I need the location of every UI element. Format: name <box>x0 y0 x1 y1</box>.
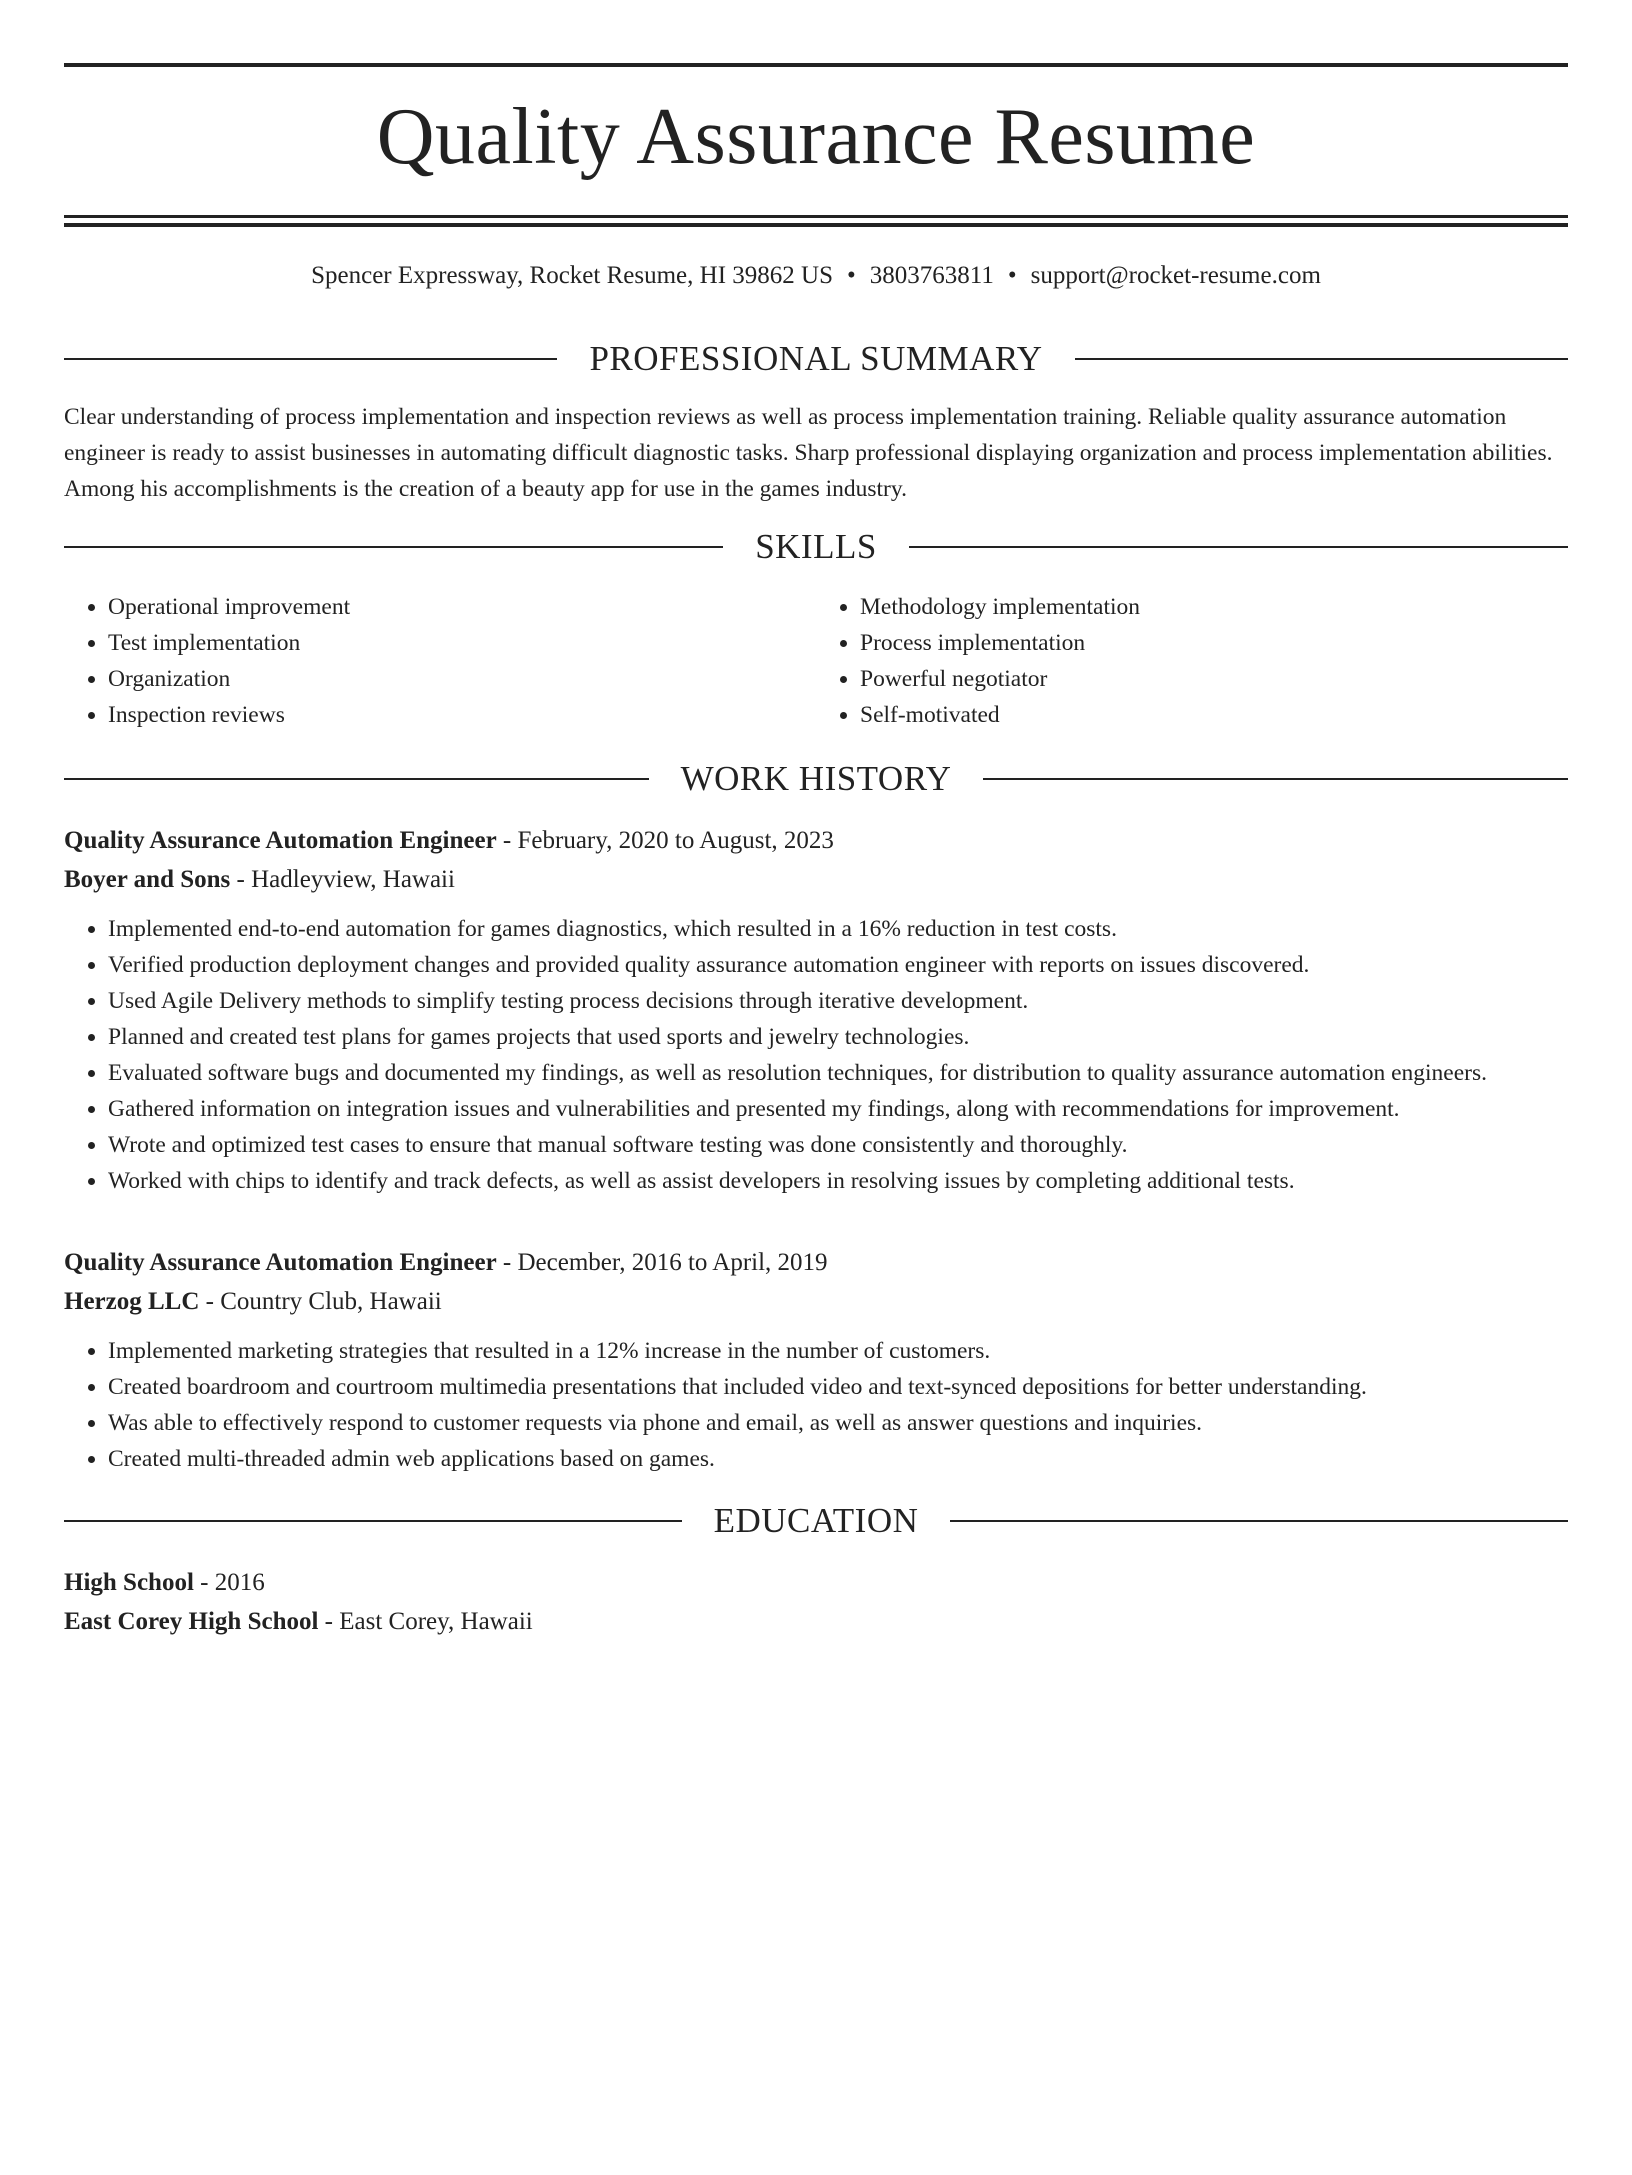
section-heading-summary <box>64 337 1568 381</box>
heading-rule <box>64 546 723 548</box>
dash: - <box>496 1249 518 1276</box>
heading-rule <box>909 546 1568 548</box>
education-entry <box>64 1563 1568 1641</box>
job-title: Quality Assurance Automation Engineer <box>64 827 497 854</box>
dash: - <box>193 1569 215 1596</box>
skill-item: • Inspection reviews <box>108 697 816 733</box>
dash: - <box>199 1288 221 1315</box>
skills-list <box>64 589 1568 733</box>
employer-location: Country Club, Hawaii <box>220 1288 442 1315</box>
employer-name: Herzog LLC <box>64 1288 200 1315</box>
job-bullet: • Gathered information on integration issues and vulnerabilities and presented my findings, along with recommendations for improvement. <box>108 1091 1568 1127</box>
skill-item: • Organization <box>108 661 816 697</box>
skill-item: • Methodology implementation <box>860 589 1568 625</box>
job-bullet: • Evaluated software bugs and documented my findings, as well as resolution techniques, for distribution to quality assurance automation engineers. <box>108 1055 1568 1091</box>
job-bullet: • Worked with chips to identify and track defects, as well as assist developers in resolving issues by completing additional tests. <box>108 1163 1568 1199</box>
section-heading-skills <box>64 525 1568 569</box>
job-bullets <box>64 911 1568 1199</box>
section-title: PROFESSIONAL SUMMARY <box>589 339 1043 378</box>
resume-title: Quality Assurance Resume <box>376 93 1256 181</box>
section-title: SKILLS <box>755 527 877 566</box>
job-entry <box>64 821 1568 1199</box>
job-bullet: • Created multi-threaded admin web applications based on games. <box>108 1441 1568 1477</box>
employer-line <box>64 1282 1568 1321</box>
job-bullet: • Planned and created test plans for games projects that used sports and jewelry technologies. <box>108 1019 1568 1055</box>
skills-column-right <box>816 589 1568 733</box>
job-bullet: • Verified production deployment changes and provided quality assurance automation engineer with reports on issues discovered. <box>108 947 1568 983</box>
summary-text: Clear understanding of process implementation and inspection reviews as well as process implementation training. Reliable quality assurance automation engineer is ready to assist businesses in automating difficult diagnostic tasks. Sharp professional displaying organization and process implementation abilities. Among his accomplishments is the creation of a beauty app for use in the games industry. <box>64 404 1553 502</box>
degree: High School <box>64 1569 194 1596</box>
heading-rule <box>64 1520 682 1522</box>
dash: - <box>496 827 518 854</box>
job-title-line <box>64 1243 1568 1282</box>
job-bullet: • Was able to effectively respond to customer requests via phone and email, as well as answer questions and inquiries. <box>108 1405 1568 1441</box>
top-rule <box>64 63 1568 67</box>
skill-item: • Operational improvement <box>108 589 816 625</box>
section-title: EDUCATION <box>713 1501 919 1540</box>
job-bullets <box>64 1333 1568 1477</box>
employer-line <box>64 860 1568 899</box>
job-bullet: • Created boardroom and courtroom multimedia presentations that included video and text-synced depositions for better understanding. <box>108 1369 1568 1405</box>
section-heading-work-history <box>64 757 1568 801</box>
title-double-rule <box>64 215 1568 227</box>
heading-rule <box>1075 358 1568 360</box>
heading-rule <box>950 1520 1568 1522</box>
school-location: East Corey, Hawaii <box>339 1608 533 1635</box>
contact-phone: 3803763811 <box>869 262 994 289</box>
skill-item: • Self-motivated <box>860 697 1568 733</box>
job-entry <box>64 1243 1568 1477</box>
job-dates: December, 2016 to April, 2019 <box>517 1249 828 1276</box>
school-name: East Corey High School <box>64 1608 319 1635</box>
skill-item: • Powerful negotiator <box>860 661 1568 697</box>
dash: - <box>230 866 252 893</box>
heading-rule <box>64 358 557 360</box>
job-bullet: • Implemented end-to-end automation for games diagnostics, which resulted in a 16% reduction in test costs. <box>108 911 1568 947</box>
contact-separator: • <box>846 262 856 289</box>
job-title: Quality Assurance Automation Engineer <box>64 1249 497 1276</box>
section-title: WORK HISTORY <box>680 759 952 798</box>
job-title-line <box>64 821 1568 860</box>
contact-email: support@rocket-resume.com <box>1030 262 1321 289</box>
job-bullet: • Implemented marketing strategies that resulted in a 12% increase in the number of customers. <box>108 1333 1568 1369</box>
employer-name: Boyer and Sons <box>64 866 231 893</box>
resume-page <box>0 63 1632 2175</box>
graduation-year: 2016 <box>214 1569 265 1596</box>
dash: - <box>318 1608 340 1635</box>
skills-column-left <box>64 589 816 733</box>
section-heading-education <box>64 1499 1568 1543</box>
contact-address: Spencer Expressway, Rocket Resume, HI 39862 US <box>311 262 833 289</box>
contact-line <box>64 259 1568 293</box>
skill-item: • Process implementation <box>860 625 1568 661</box>
heading-rule <box>983 778 1568 780</box>
employer-location: Hadleyview, Hawaii <box>251 866 455 893</box>
degree-line <box>64 1563 1568 1602</box>
school-line <box>64 1602 1568 1641</box>
job-bullet: • Wrote and optimized test cases to ensure that manual software testing was done consistently and thoroughly. <box>108 1127 1568 1163</box>
heading-rule <box>64 778 649 780</box>
job-dates: February, 2020 to August, 2023 <box>517 827 834 854</box>
job-bullet: • Used Agile Delivery methods to simplify testing process decisions through iterative development. <box>108 983 1568 1019</box>
contact-separator: • <box>1007 262 1017 289</box>
skill-item: • Test implementation <box>108 625 816 661</box>
